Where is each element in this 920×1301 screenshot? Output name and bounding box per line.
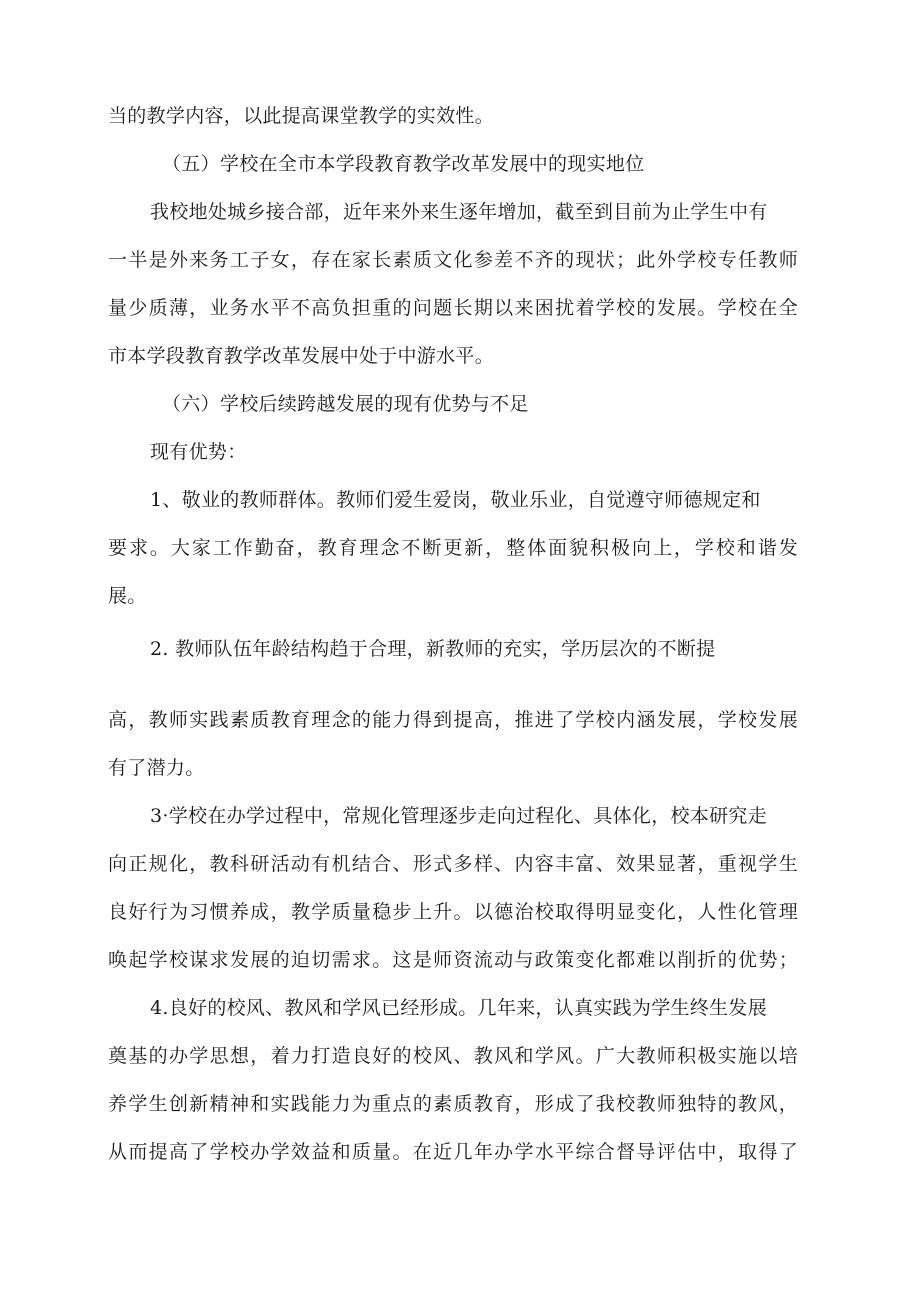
section-heading-5: （五）学校在全市本学段教育教学改革发展中的现实地位: [162, 153, 645, 175]
paragraph-line: 3·学校在办学过程中，常规化管理逐步走向过程化、具体化，校本研究走: [150, 805, 768, 827]
paragraph-line: 奠基的办学思想，着力打造良好的校风、教风和学风。广大教师积极实施以培: [108, 1045, 798, 1067]
paragraph-line: 2. 教师队伍年龄结构趋于合理，新教师的充实，学历层次的不断提: [150, 638, 716, 660]
paragraph-line: 养学生创新精神和实践能力为重点的素质教育，形成了我校教师独特的教风，: [108, 1093, 798, 1115]
paragraph-line: 我校地处城乡接合部，近年来外来生逐年增加，截至到目前为止学生中有: [150, 201, 768, 223]
paragraph-line: 唤起学校谋求发展的迫切需求。这是师资流动与政策变化都难以削折的优势；: [108, 949, 798, 971]
section-heading-6: （六）学校后续跨越发展的现有优势与不足: [162, 393, 529, 415]
subheading-advantages: 现有优势：: [150, 441, 247, 463]
paragraph-line: 展。: [108, 585, 147, 607]
paragraph-line: 一半是外来务工子女，存在家长素质文化参差不齐的现状；此外学校专任教师: [108, 249, 798, 271]
paragraph-line: 向正规化，教科研活动有机结合、形式多样、内容丰富、效果显著，重视学生: [108, 853, 798, 875]
paragraph-line: 良好行为习惯养成，教学质量稳步上升。以德治校取得明显变化，人性化管理: [108, 901, 798, 923]
paragraph-line: 有了潜力。: [108, 757, 205, 779]
paragraph-line: 高，教师实践素质教育理念的能力得到提高，推进了学校内涵发展，学校发展: [108, 709, 798, 731]
paragraph-line: 市本学段教育教学改革发展中处于中游水平。: [108, 345, 495, 367]
paragraph-line: 要求。大家工作勤奋，教育理念不断更新，整体面貌积极向上，学校和谐发: [108, 537, 798, 559]
paragraph-line: 4.良好的校风、教风和学风已经形成。几年来，认真实践为学生终生发展: [150, 997, 768, 1019]
paragraph-line: 1、敬业的教师群体。教师们爱生爱岗，敬业乐业，自觉遵守师德规定和: [150, 489, 761, 511]
paragraph-line: 量少质薄，业务水平不高负担重的问题长期以来困扰着学校的发展。学校在全: [108, 297, 798, 319]
paragraph-line: 从而提高了学校办学效益和质量。在近几年办学水平综合督导评估中，取得了: [108, 1141, 798, 1163]
paragraph-line: 当的教学内容，以此提高课堂教学的实效性。: [108, 105, 495, 127]
